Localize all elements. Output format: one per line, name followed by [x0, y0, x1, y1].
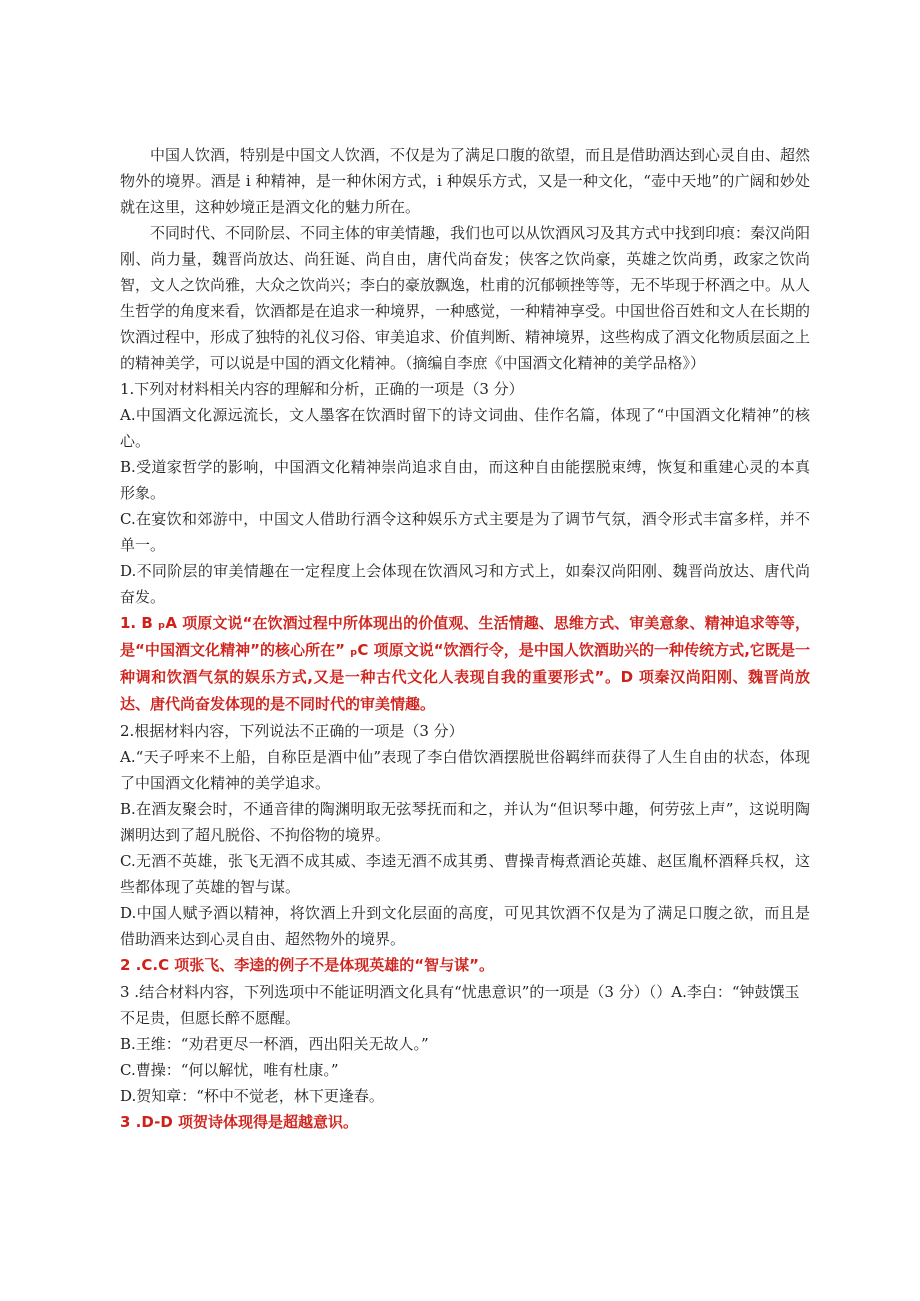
- question-1-option-b: B.受道家哲学的影响，中国酒文化精神崇尚追求自由，而这种自由能摆脱束缚，恢复和重建心灵的本真形象。: [120, 458, 810, 502]
- question-3-option-b: B.王维：“劝君更尽一杯酒，西出阳关无故人。”: [120, 1035, 429, 1053]
- question-2-option-d: D.中国人赋予酒以精神，将饮酒上升到文化层面的高度，可见其饮酒不仅是为了满足口腹之欲，而且是借助酒来达到心灵自由、超然物外的境界。: [120, 904, 810, 948]
- question-2-stem: 2.根据材料内容，下列说法不正确的一项是（3 分）: [120, 722, 464, 740]
- passage-paragraph-2: 不同时代、不同阶层、不同主体的审美情趣，我们也可以从饮酒风习及其方式中找到印痕：秦汉尚阳刚、尚力量，魏晋尚放达、尚狂诞、尚自由，唐代尚奋发；侠客之饮尚豪，英雄之饮尚勇，政家之饮尚智，文人之饮尚雅，大众之饮尚兴；李白的豪放飘逸，杜甫的沉郁顿挫等等，无不毕现于杯酒之中。从人生哲学的角度来看，饮酒都是在追求一种境界，一种感觉，一种精神享受。中国世俗百姓和文人在长期的饮酒过程中，形成了独特的礼仪习俗、审美追求、价值判断、精神境界，这些构成了酒文化物质层面之上的精神美学，可以说是中国的酒文化精神。（摘编自李庶《中国酒文化精神的美学品格》）: [120, 224, 811, 372]
- question-1-option-a: A.中国酒文化源远流长，文人墨客在饮酒时留下的诗文词曲、佳作名篇，体现了“中国酒文化精神”的核心。: [120, 406, 810, 450]
- question-2-option-b: B.在酒友聚会时，不通音律的陶渊明取无弦琴抚而和之，并认为“但识琴中趣，何劳弦上声”，这说明陶渊明达到了超凡脱俗、不拘俗物的境界。: [120, 800, 810, 844]
- question-1-option-d: D.不同阶层的审美情趣在一定程度上会体现在饮酒风习和方式上，如秦汉尚阳刚、魏晋尚放达、唐代尚奋发。: [120, 562, 810, 606]
- question-1-stem: 1.下列对材料相关内容的理解和分析，正确的一项是（3 分）: [120, 380, 524, 398]
- question-1-option-c: C.在宴饮和郊游中，中国文人借助行酒令这种娱乐方式主要是为了调节气氛，酒令形式丰富多样，并不单一。: [120, 510, 810, 554]
- question-1-answer: 1. B ₚA 项原文说“在饮酒过程中所体现出的价值观、生活情趣、思维方式、审美意象、精神追求等等，是“中国酒文化精神”的核心所在” ₚC 项原文说“饮酒行令，是中国人饮酒助兴的一种传统方式,它既是一种调和饮酒气氛的娱乐方式,又是一种古代文化人表现自我的重要形式”。D 项秦汉尚阳刚、魏晋尚放达、唐代尚奋发体现的是不同时代的审美情趣。: [120, 614, 810, 713]
- question-3-stem: 3 .结合材料内容，下列选项中不能证明酒文化具有“忧患意识”的一项是（3 分）（）A.李白：“钟鼓馔玉不足贵，但愿长醉不愿醒。: [120, 983, 800, 1027]
- question-3-answer: 3 .D-D 项贺诗体现得是超越意识。: [120, 1113, 358, 1131]
- question-3-option-d: D.贺知章：“杯中不觉老，林下更逢春。: [120, 1087, 384, 1105]
- question-3-option-c: C.曹操：“何以解忧，唯有杜康。”: [120, 1061, 339, 1079]
- passage-paragraph-1: 中国人饮酒，特别是中国文人饮酒，不仅是为了满足口腹的欲望，而且是借助酒达到心灵自由、超然物外的境界。酒是 i 种精神，是一种休闲方式，i 种娱乐方式，又是一种文化，“壶中天地”的广阔和妙处就在这里，这种妙境正是酒文化的魅力所在。: [120, 146, 811, 216]
- question-2-option-a: A.“天子呼来不上船，自称臣是酒中仙”表现了李白借饮酒摆脱世俗羁绊而获得了人生自由的状态，体现了中国酒文化精神的美学追求。: [120, 748, 810, 792]
- question-2-option-c: C.无酒不英雄，张飞无酒不成其威、李逵无酒不成其勇、曹操青梅煮酒论英雄、赵匡胤杯酒释兵权，这些都体现了英雄的智与谋。: [120, 852, 810, 896]
- question-2-answer: 2 .C.C 项张飞、李逵的例子不是体现英雄的“智与谋”。: [120, 956, 495, 974]
- document-page: [120, 142, 810, 1136]
